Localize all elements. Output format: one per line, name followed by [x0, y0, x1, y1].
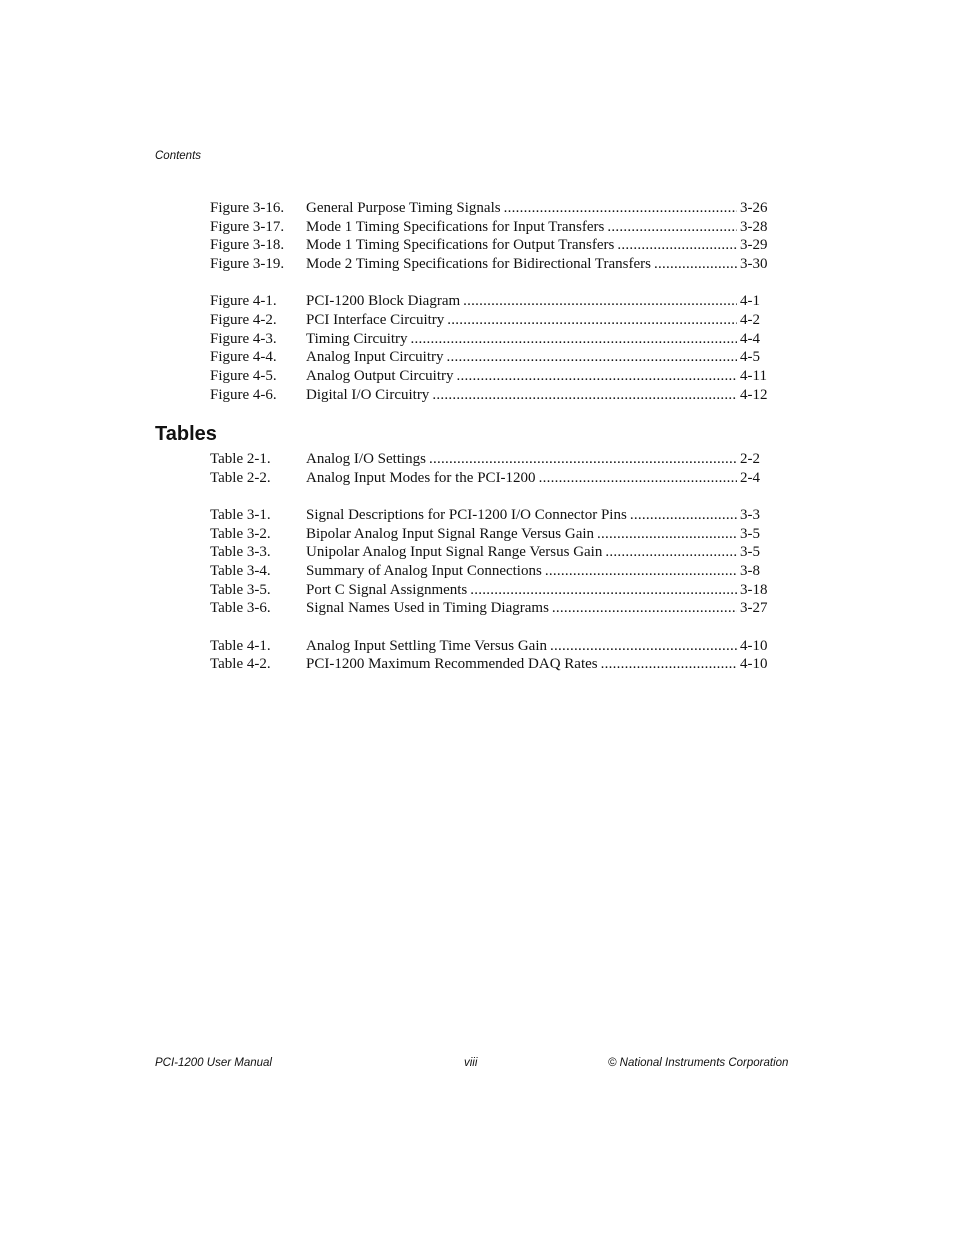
entry-page: 4-10 — [740, 656, 768, 673]
entry-title: Mode 2 Timing Specifications for Bidirectional Transfers — [306, 256, 651, 273]
entry-label: Table 4-1. — [210, 637, 271, 654]
entry-title: Digital I/O Circuitry — [306, 386, 430, 403]
entry-title: Port C Signal Assignments — [306, 581, 468, 598]
entry-label: Figure 3-18. — [210, 237, 285, 254]
entry-title: Analog Input Circuitry — [306, 349, 444, 366]
entry-title: Analog Input Modes for the PCI-1200 — [306, 469, 536, 486]
toc-figure-entry[interactable] — [210, 312, 770, 331]
entry-title: PCI-1200 Block Diagram — [306, 293, 461, 310]
toc-table-entry[interactable] — [210, 563, 770, 582]
entry-page: 3-5 — [740, 544, 760, 561]
entry-label: Table 3-2. — [210, 525, 271, 542]
entry-label: Figure 4-4. — [210, 349, 277, 366]
list-gap — [210, 275, 770, 294]
entry-title: Analog I/O Settings — [306, 451, 426, 467]
list-gap — [210, 488, 770, 507]
entry-title: Analog Output Circuitry — [306, 368, 454, 385]
entry-page: 4-1 — [740, 293, 760, 310]
dot-leader — [432, 387, 737, 404]
entry-page: 4-4 — [740, 330, 760, 347]
entry-page: 4-5 — [740, 349, 760, 366]
entry-title: Signal Descriptions for PCI-1200 I/O Connector Pins — [306, 506, 627, 523]
entry-label: Figure 3-17. — [210, 218, 285, 235]
dot-leader — [630, 507, 737, 524]
footer-manual-title: PCI-1200 User Manual — [155, 1057, 272, 1069]
entry-title: Mode 1 Timing Specifications for Input Transfers — [306, 218, 605, 235]
dot-leader — [605, 544, 737, 561]
dot-leader — [654, 256, 737, 273]
dot-leader — [607, 219, 737, 236]
entry-label: Table 3-4. — [210, 563, 271, 580]
entry-page: 3-18 — [740, 581, 768, 598]
entry-page: 4-10 — [740, 637, 768, 654]
entry-label: Figure 4-6. — [210, 386, 277, 403]
entry-page: 4-12 — [740, 386, 768, 403]
list-gap — [210, 619, 770, 638]
entry-page: 3-27 — [740, 600, 768, 617]
entry-label: Figure 4-2. — [210, 312, 277, 329]
entry-label: Figure 4-5. — [210, 368, 277, 385]
entry-title: Analog Input Settling Time Versus Gain — [306, 637, 547, 654]
footer-copyright: © National Instruments Corporation — [608, 1057, 789, 1069]
dot-leader — [456, 368, 737, 385]
entry-label: Table 4-2. — [210, 656, 271, 673]
toc-figure-entry[interactable] — [210, 387, 770, 406]
entry-page: 3-3 — [740, 506, 760, 523]
dot-leader — [447, 312, 737, 329]
figures-list — [210, 200, 770, 405]
entry-title: PCI-1200 Maximum Recommended DAQ Rates — [306, 656, 598, 673]
entry-title: Bipolar Analog Input Signal Range Versus Gain — [306, 525, 595, 542]
toc-table-entry[interactable] — [210, 656, 770, 675]
entry-page: 3-29 — [740, 237, 768, 254]
dot-leader — [601, 656, 737, 673]
entry-label: Table 3-6. — [210, 600, 271, 617]
dot-leader — [463, 293, 737, 310]
entry-page: 4-11 — [740, 368, 767, 385]
entry-label: Table 3-1. — [210, 506, 271, 523]
entry-title: PCI Interface Circuitry — [306, 312, 445, 329]
dot-leader — [552, 600, 737, 617]
dot-leader — [470, 582, 737, 599]
dot-leader — [539, 470, 737, 487]
entry-label: Figure 3-19. — [210, 256, 285, 273]
toc-table-entry[interactable] — [210, 638, 770, 657]
entry-page: 4-2 — [740, 312, 760, 329]
dot-leader — [550, 638, 737, 655]
toc-figure-entry[interactable] — [210, 331, 770, 350]
dot-leader — [617, 237, 737, 254]
toc-figure-entry[interactable] — [210, 349, 770, 368]
entry-label: Table 2-2. — [210, 469, 271, 486]
toc-table-entry[interactable] — [210, 470, 770, 489]
entry-title: Signal Names Used in Timing Diagrams — [306, 600, 549, 617]
dot-leader — [429, 451, 737, 468]
dot-leader — [411, 331, 737, 348]
entry-title: General Purpose Timing Signals — [306, 200, 501, 216]
tables-heading: Tables — [155, 423, 217, 445]
toc-table-entry[interactable] — [210, 582, 770, 601]
toc-figure-entry[interactable] — [210, 256, 770, 275]
dot-leader — [597, 526, 737, 543]
toc-table-entry[interactable] — [210, 507, 770, 526]
running-header: Contents — [155, 150, 202, 162]
entry-page: 2-2 — [740, 451, 760, 467]
entry-page: 3-8 — [740, 563, 760, 580]
toc-figure-entry[interactable] — [210, 200, 770, 219]
toc-table-entry[interactable] — [210, 526, 770, 545]
entry-title: Timing Circuitry — [306, 330, 408, 347]
dot-leader — [504, 200, 737, 217]
toc-figure-entry[interactable] — [210, 368, 770, 387]
toc-table-entry[interactable] — [210, 451, 770, 470]
entry-title: Mode 1 Timing Specifications for Output Transfers — [306, 237, 615, 254]
entry-page: 3-5 — [740, 525, 760, 542]
entry-page: 3-28 — [740, 218, 768, 235]
footer-page-number: viii — [464, 1057, 478, 1069]
toc-table-entry[interactable] — [210, 544, 770, 563]
entry-title: Unipolar Analog Input Signal Range Versus Gain — [306, 544, 603, 561]
tables-list — [210, 451, 770, 675]
toc-figure-entry[interactable] — [210, 293, 770, 312]
entry-label: Table 2-1. — [210, 451, 271, 467]
entry-label: Figure 4-1. — [210, 293, 277, 310]
entry-label: Figure 4-3. — [210, 330, 277, 347]
entry-title: Summary of Analog Input Connections — [306, 563, 542, 580]
entry-label: Figure 3-16. — [210, 200, 285, 216]
entry-page: 3-26 — [740, 200, 768, 216]
dot-leader — [545, 563, 737, 580]
entry-page: 3-30 — [740, 256, 768, 273]
toc-figure-entry[interactable] — [210, 237, 770, 256]
dot-leader — [446, 349, 737, 366]
entry-label: Table 3-3. — [210, 544, 271, 561]
toc-figure-entry[interactable] — [210, 219, 770, 238]
toc-table-entry[interactable] — [210, 600, 770, 619]
entry-page: 2-4 — [740, 469, 760, 486]
entry-label: Table 3-5. — [210, 581, 271, 598]
